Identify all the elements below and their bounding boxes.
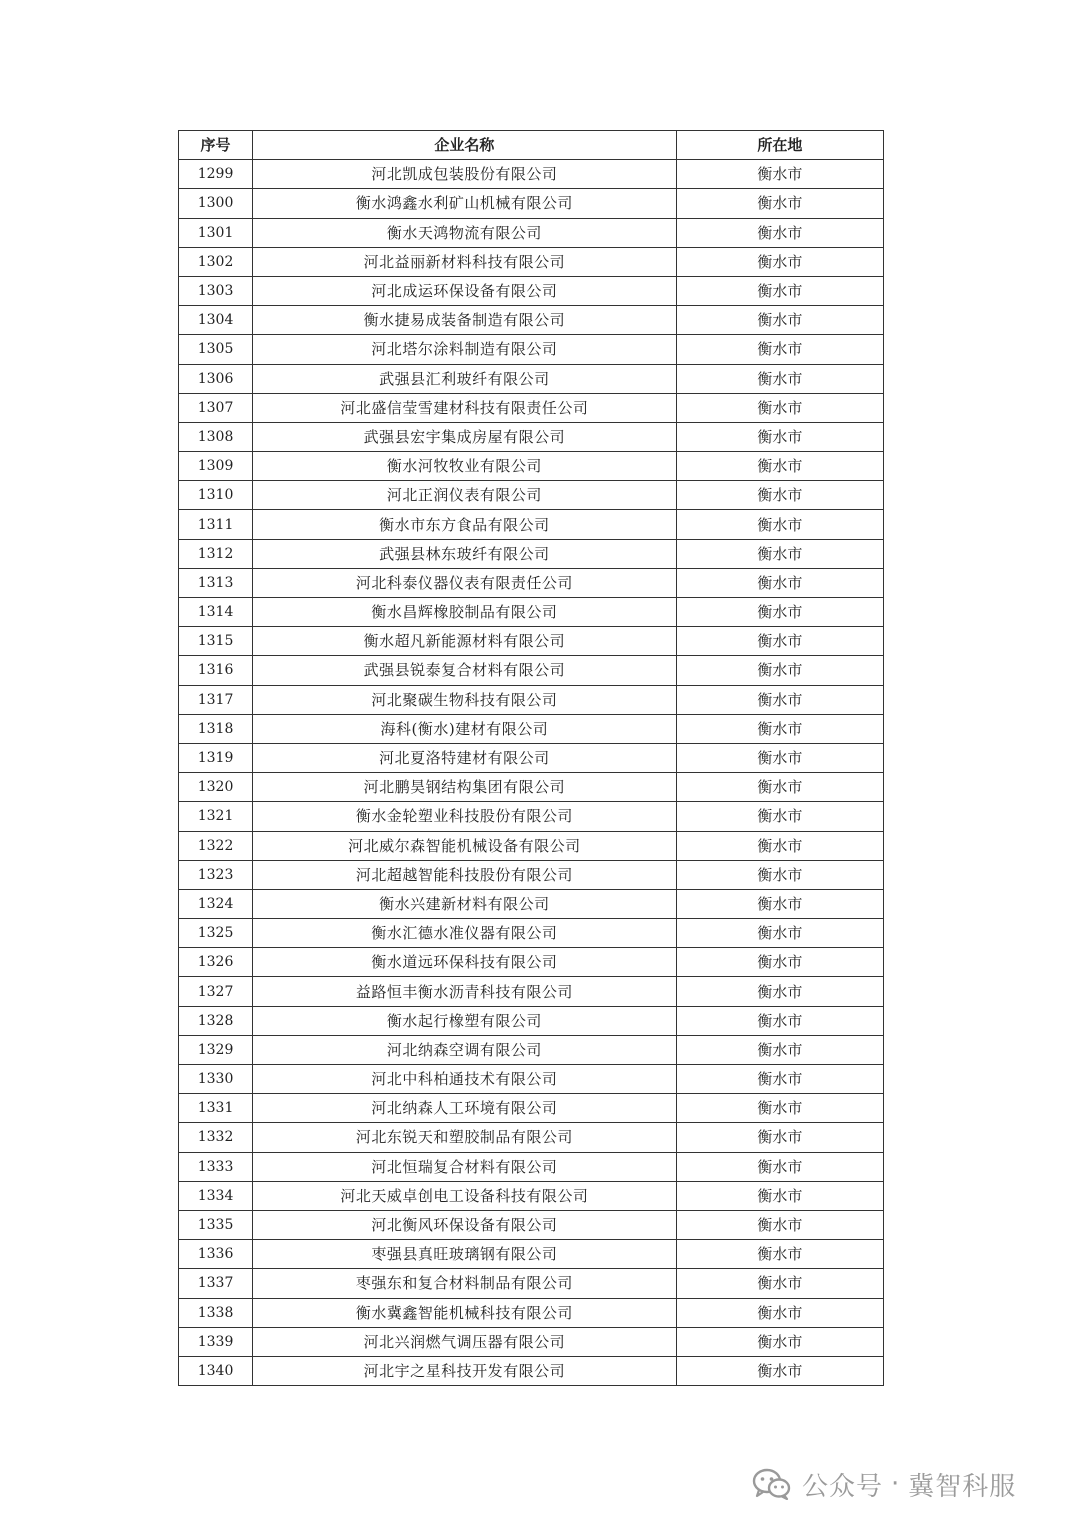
cell-company-name: 衡水昌辉橡胶制品有限公司 xyxy=(253,598,677,627)
cell-location: 衡水市 xyxy=(676,539,883,568)
cell-location: 衡水市 xyxy=(676,1327,883,1356)
cell-company-name: 衡水金轮塑业科技股份有限公司 xyxy=(253,802,677,831)
cell-company-name: 河北中科柏通技术有限公司 xyxy=(253,1065,677,1094)
table-body xyxy=(179,160,884,1386)
cell-serial-number: 1301 xyxy=(179,218,253,247)
cell-location: 衡水市 xyxy=(676,1123,883,1152)
table-row xyxy=(179,1298,884,1327)
cell-serial-number: 1337 xyxy=(179,1269,253,1298)
cell-company-name: 枣强东和复合材料制品有限公司 xyxy=(253,1269,677,1298)
cell-serial-number: 1304 xyxy=(179,306,253,335)
cell-company-name: 河北正润仪表有限公司 xyxy=(253,481,677,510)
header-serial-number: 序号 xyxy=(179,131,253,160)
cell-company-name: 海科(衡水)建材有限公司 xyxy=(253,714,677,743)
cell-company-name: 河北凯成包装股份有限公司 xyxy=(253,160,677,189)
cell-serial-number: 1328 xyxy=(179,1006,253,1035)
cell-serial-number: 1315 xyxy=(179,627,253,656)
table-row xyxy=(179,977,884,1006)
table-row xyxy=(179,335,884,364)
table-header-row xyxy=(179,131,884,160)
table-row xyxy=(179,276,884,305)
cell-location: 衡水市 xyxy=(676,160,883,189)
cell-company-name: 河北科泰仪器仪表有限责任公司 xyxy=(253,568,677,597)
cell-company-name: 河北成运环保设备有限公司 xyxy=(253,276,677,305)
cell-location: 衡水市 xyxy=(676,627,883,656)
cell-serial-number: 1336 xyxy=(179,1240,253,1269)
cell-location: 衡水市 xyxy=(676,889,883,918)
cell-company-name: 河北恒瑞复合材料有限公司 xyxy=(253,1152,677,1181)
cell-location: 衡水市 xyxy=(676,1240,883,1269)
cell-serial-number: 1335 xyxy=(179,1210,253,1239)
cell-location: 衡水市 xyxy=(676,452,883,481)
table-row xyxy=(179,889,884,918)
cell-serial-number: 1308 xyxy=(179,422,253,451)
cell-location: 衡水市 xyxy=(676,977,883,1006)
cell-serial-number: 1303 xyxy=(179,276,253,305)
cell-location: 衡水市 xyxy=(676,510,883,539)
cell-company-name: 河北衡风环保设备有限公司 xyxy=(253,1210,677,1239)
cell-location: 衡水市 xyxy=(676,1094,883,1123)
cell-serial-number: 1333 xyxy=(179,1152,253,1181)
table-row xyxy=(179,1152,884,1181)
cell-serial-number: 1307 xyxy=(179,393,253,422)
cell-location: 衡水市 xyxy=(676,1210,883,1239)
cell-serial-number: 1334 xyxy=(179,1181,253,1210)
cell-company-name: 河北天威卓创电工设备科技有限公司 xyxy=(253,1181,677,1210)
cell-serial-number: 1324 xyxy=(179,889,253,918)
cell-location: 衡水市 xyxy=(676,189,883,218)
cell-company-name: 衡水河牧牧业有限公司 xyxy=(253,452,677,481)
cell-company-name: 河北盛信莹雪建材科技有限责任公司 xyxy=(253,393,677,422)
cell-company-name: 河北超越智能科技股份有限公司 xyxy=(253,860,677,889)
cell-serial-number: 1321 xyxy=(179,802,253,831)
cell-serial-number: 1302 xyxy=(179,247,253,276)
cell-company-name: 河北宇之星科技开发有限公司 xyxy=(253,1356,677,1385)
cell-company-name: 武强县宏宇集成房屋有限公司 xyxy=(253,422,677,451)
cell-serial-number: 1299 xyxy=(179,160,253,189)
cell-company-name: 衡水鸿鑫水利矿山机械有限公司 xyxy=(253,189,677,218)
table-row xyxy=(179,218,884,247)
cell-serial-number: 1312 xyxy=(179,539,253,568)
table-row xyxy=(179,481,884,510)
table-row xyxy=(179,1240,884,1269)
cell-serial-number: 1314 xyxy=(179,598,253,627)
table-row xyxy=(179,948,884,977)
cell-serial-number: 1319 xyxy=(179,743,253,772)
table-row xyxy=(179,306,884,335)
watermark-account-name: 冀智科服 xyxy=(908,1471,1017,1502)
table-row xyxy=(179,510,884,539)
cell-location: 衡水市 xyxy=(676,831,883,860)
enterprise-table xyxy=(178,130,884,1386)
cell-company-name: 河北纳森人工环境有限公司 xyxy=(253,1094,677,1123)
table-row xyxy=(179,773,884,802)
table-row xyxy=(179,685,884,714)
cell-location: 衡水市 xyxy=(676,1065,883,1094)
table-row xyxy=(179,1065,884,1094)
table-row xyxy=(179,189,884,218)
table-row xyxy=(179,1035,884,1064)
cell-location: 衡水市 xyxy=(676,1006,883,1035)
cell-location: 衡水市 xyxy=(676,1356,883,1385)
cell-serial-number: 1306 xyxy=(179,364,253,393)
cell-location: 衡水市 xyxy=(676,1269,883,1298)
cell-location: 衡水市 xyxy=(676,1181,883,1210)
cell-location: 衡水市 xyxy=(676,656,883,685)
table-row xyxy=(179,743,884,772)
cell-location: 衡水市 xyxy=(676,773,883,802)
cell-serial-number: 1317 xyxy=(179,685,253,714)
header-location: 所在地 xyxy=(676,131,883,160)
cell-location: 衡水市 xyxy=(676,1035,883,1064)
table-row xyxy=(179,539,884,568)
cell-location: 衡水市 xyxy=(676,1152,883,1181)
cell-serial-number: 1332 xyxy=(179,1123,253,1152)
cell-company-name: 益路恒丰衡水沥青科技有限公司 xyxy=(253,977,677,1006)
cell-location: 衡水市 xyxy=(676,568,883,597)
cell-location: 衡水市 xyxy=(676,743,883,772)
cell-company-name: 衡水道远环保科技有限公司 xyxy=(253,948,677,977)
cell-serial-number: 1330 xyxy=(179,1065,253,1094)
cell-company-name: 衡水超凡新能源材料有限公司 xyxy=(253,627,677,656)
enterprise-table-container xyxy=(178,130,884,1386)
cell-location: 衡水市 xyxy=(676,364,883,393)
cell-location: 衡水市 xyxy=(676,860,883,889)
cell-location: 衡水市 xyxy=(676,714,883,743)
cell-location: 衡水市 xyxy=(676,335,883,364)
cell-company-name: 武强县汇利玻纤有限公司 xyxy=(253,364,677,393)
table-row xyxy=(179,568,884,597)
cell-company-name: 武强县锐泰复合材料有限公司 xyxy=(253,656,677,685)
cell-company-name: 河北鹏昊钢结构集团有限公司 xyxy=(253,773,677,802)
cell-serial-number: 1323 xyxy=(179,860,253,889)
cell-location: 衡水市 xyxy=(676,422,883,451)
table-row xyxy=(179,1181,884,1210)
cell-location: 衡水市 xyxy=(676,218,883,247)
cell-company-name: 河北兴润燃气调压器有限公司 xyxy=(253,1327,677,1356)
table-row xyxy=(179,1269,884,1298)
cell-serial-number: 1320 xyxy=(179,773,253,802)
watermark-prefix: 公众号 xyxy=(802,1471,884,1502)
cell-company-name: 衡水汇德水准仪器有限公司 xyxy=(253,919,677,948)
table-row xyxy=(179,627,884,656)
cell-location: 衡水市 xyxy=(676,919,883,948)
table-row xyxy=(179,919,884,948)
cell-location: 衡水市 xyxy=(676,685,883,714)
cell-serial-number: 1322 xyxy=(179,831,253,860)
cell-company-name: 河北纳森空调有限公司 xyxy=(253,1035,677,1064)
cell-company-name: 衡水天鸿物流有限公司 xyxy=(253,218,677,247)
cell-serial-number: 1309 xyxy=(179,452,253,481)
cell-location: 衡水市 xyxy=(676,393,883,422)
table-row xyxy=(179,656,884,685)
cell-serial-number: 1331 xyxy=(179,1094,253,1123)
watermark-separator: · xyxy=(891,1469,901,1499)
table-row xyxy=(179,1123,884,1152)
table-row xyxy=(179,393,884,422)
cell-serial-number: 1310 xyxy=(179,481,253,510)
cell-company-name: 河北威尔森智能机械设备有限公司 xyxy=(253,831,677,860)
cell-serial-number: 1300 xyxy=(179,189,253,218)
cell-serial-number: 1318 xyxy=(179,714,253,743)
cell-company-name: 枣强县真旺玻璃钢有限公司 xyxy=(253,1240,677,1269)
cell-location: 衡水市 xyxy=(676,802,883,831)
table-row xyxy=(179,247,884,276)
cell-serial-number: 1327 xyxy=(179,977,253,1006)
cell-serial-number: 1316 xyxy=(179,656,253,685)
wechat-icon xyxy=(752,1468,792,1500)
wechat-watermark xyxy=(752,1464,1016,1504)
cell-serial-number: 1325 xyxy=(179,919,253,948)
table-row xyxy=(179,1006,884,1035)
cell-serial-number: 1329 xyxy=(179,1035,253,1064)
cell-serial-number: 1340 xyxy=(179,1356,253,1385)
cell-serial-number: 1326 xyxy=(179,948,253,977)
cell-location: 衡水市 xyxy=(676,948,883,977)
table-row xyxy=(179,714,884,743)
cell-company-name: 衡水冀鑫智能机械科技有限公司 xyxy=(253,1298,677,1327)
cell-company-name: 河北益丽新材料科技有限公司 xyxy=(253,247,677,276)
table-row xyxy=(179,160,884,189)
cell-location: 衡水市 xyxy=(676,306,883,335)
cell-location: 衡水市 xyxy=(676,481,883,510)
cell-location: 衡水市 xyxy=(676,598,883,627)
table-row xyxy=(179,831,884,860)
table-row xyxy=(179,1210,884,1239)
header-company-name: 企业名称 xyxy=(253,131,677,160)
table-row xyxy=(179,364,884,393)
cell-company-name: 衡水捷易成装备制造有限公司 xyxy=(253,306,677,335)
table-row xyxy=(179,1094,884,1123)
table-row xyxy=(179,860,884,889)
cell-serial-number: 1339 xyxy=(179,1327,253,1356)
cell-serial-number: 1305 xyxy=(179,335,253,364)
table-row xyxy=(179,1327,884,1356)
table-row xyxy=(179,598,884,627)
cell-company-name: 河北东锐天和塑胶制品有限公司 xyxy=(253,1123,677,1152)
cell-company-name: 河北聚碳生物科技有限公司 xyxy=(253,685,677,714)
table-row xyxy=(179,1356,884,1385)
cell-company-name: 衡水兴建新材料有限公司 xyxy=(253,889,677,918)
table-row xyxy=(179,802,884,831)
cell-serial-number: 1311 xyxy=(179,510,253,539)
cell-location: 衡水市 xyxy=(676,1298,883,1327)
cell-company-name: 河北塔尔涂料制造有限公司 xyxy=(253,335,677,364)
cell-serial-number: 1313 xyxy=(179,568,253,597)
table-row xyxy=(179,452,884,481)
cell-location: 衡水市 xyxy=(676,276,883,305)
cell-serial-number: 1338 xyxy=(179,1298,253,1327)
cell-company-name: 衡水起行橡塑有限公司 xyxy=(253,1006,677,1035)
cell-company-name: 武强县林东玻纤有限公司 xyxy=(253,539,677,568)
cell-company-name: 衡水市东方食品有限公司 xyxy=(253,510,677,539)
cell-company-name: 河北夏洛特建材有限公司 xyxy=(253,743,677,772)
cell-location: 衡水市 xyxy=(676,247,883,276)
table-row xyxy=(179,422,884,451)
